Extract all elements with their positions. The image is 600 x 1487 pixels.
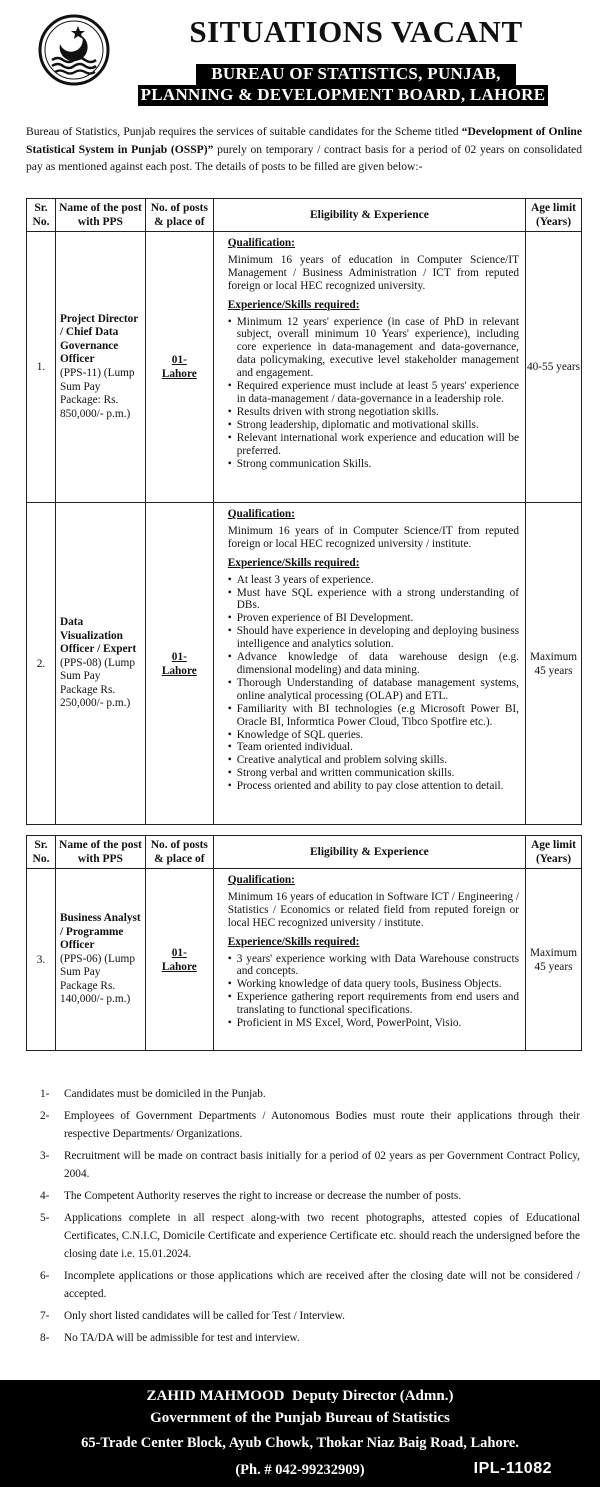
list-item: • Proficient in MS Excel, Word, PowerPoint, Visio.	[228, 1017, 519, 1030]
post-place: Lahore	[161, 368, 197, 380]
note-text: Candidates must be domiciled in the Punjab.	[64, 1088, 266, 1100]
post-title: Business Analyst / Programme Officer	[59, 911, 141, 952]
table-row	[27, 869, 582, 1051]
note-text: Only short listed candidates will be called for Test / Interview.	[64, 1310, 345, 1322]
list-item	[40, 1307, 580, 1325]
organization-line-1: BUREAU OF STATISTICS, PUNJAB,	[196, 64, 516, 85]
row-sr: 2.	[27, 503, 56, 825]
post-count	[145, 232, 213, 503]
skills-list	[228, 574, 519, 793]
list-item: • Strong verbal and written communication skills.	[228, 767, 519, 780]
list-item	[40, 1187, 580, 1205]
list-item: • Strong leadership, diplomatic and motivational skills.	[228, 419, 519, 432]
note-text: Employees of Government Departments / Autonomous Bodies must route their applications through their respective Departments/ Organizations.	[64, 1110, 580, 1140]
list-item	[40, 1209, 580, 1263]
note-text: No TA/DA will be admissible for test and interview.	[64, 1332, 300, 1344]
list-item	[40, 1085, 580, 1103]
list-item: • Should have experience in developing and deploying business intelligence and analytics solution.	[228, 625, 519, 651]
signatory-line	[0, 1388, 600, 1405]
signatory-name: ZAHID MAHMOOD	[146, 1388, 285, 1404]
qualification-heading: Qualification:	[227, 237, 295, 249]
list-item	[40, 1329, 580, 1347]
list-item: • Required experience must include at least 5 years' experience in data-management / data-governance in a leadership role.	[228, 380, 519, 406]
note-number: 8-	[40, 1332, 50, 1344]
post-place: Lahore	[161, 664, 197, 677]
row-sr: 1.	[27, 232, 56, 503]
qualification-heading: Qualification:	[227, 508, 295, 520]
header-eligibility: Eligibility & Experience	[213, 836, 525, 869]
publication-code: IPL-11082	[473, 1460, 552, 1477]
post-name	[55, 503, 145, 825]
organization-line-2: PLANNING & DEVELOPMENT BOARD, LAHORE	[138, 85, 548, 106]
table-row	[27, 503, 582, 825]
list-item: • Team oriented individual.	[228, 741, 519, 754]
note-number: 7-	[40, 1310, 50, 1322]
list-item: • Experience gathering report requirements from end users and translating to functional specifications.	[228, 991, 519, 1017]
experience-heading: Experience/Skills required:	[227, 556, 360, 569]
note-number: 1-	[40, 1088, 50, 1100]
row-sr: 3.	[27, 869, 56, 1051]
table-row	[27, 232, 582, 503]
list-item: • Must have SQL experience with a strong understanding of DBs.	[228, 587, 519, 613]
experience-heading: Experience/Skills required:	[227, 298, 360, 311]
page-title: SITUATIONS VACANT	[189, 14, 523, 49]
qualification-heading: Qualification:	[227, 874, 295, 886]
qualification-text: Minimum 16 years of in Computer Science/IT from reputed foreign or local HEC recognized university / institute.	[227, 524, 519, 550]
intro-text-end: purely on temporary / contract basis for a period of 02 years on consolidated pay as mentioned against each post. The details of posts to be filled are given below:-	[26, 142, 582, 173]
post-number: 01-	[171, 650, 187, 663]
post-title: Project Director / Chief Data Governance Officer	[59, 312, 139, 366]
signature-block	[0, 1380, 600, 1487]
post-name	[55, 869, 145, 1051]
post-pps: (PPS-08) (Lump Sum Pay Package Rs. 250,000/- p.m.)	[59, 656, 135, 710]
post-number: 01-	[171, 946, 187, 959]
age-limit: 40-55 years	[526, 232, 582, 503]
age-limit: Maximum 45 years	[526, 503, 582, 825]
terms-list	[40, 1085, 580, 1351]
list-item: • Strong communication Skills.	[228, 458, 519, 471]
scheme-title: “Development of Online Statistical System in Punjab (OSSP)”	[26, 125, 583, 156]
list-item: • 3 years' experience working with Data Warehouse constructs and concepts.	[228, 953, 519, 979]
intro-text: Bureau of Statistics, Punjab requires the services of suitable candidates for the Scheme titled	[26, 125, 462, 138]
note-number: 4-	[40, 1190, 50, 1202]
header-age: Age limit (Years)	[526, 836, 582, 869]
skills-list	[228, 316, 519, 471]
post-number: 01-	[171, 354, 187, 366]
list-item: • Results driven with strong negotiation skills.	[228, 406, 519, 419]
note-text: Incomplete applications or those applications which are received after the closing date will not be considered / accepted.	[64, 1270, 580, 1300]
list-item: • Thorough Understanding of database management systems, online analytical processing (OLAP) and ETL.	[228, 677, 519, 703]
list-item: • Familiarity with BI technologies (e.g Microsoft Power BI, Oracle BI, Informtica Power Cloud, Tibco Spotfire etc.).	[228, 703, 519, 729]
post-name	[55, 232, 145, 503]
skills-list	[228, 953, 519, 1030]
qualification-text: Minimum 16 years of education in Computer Science/IT Management / Business Administration / ICT from reputed foreign or local HEC recognized university.	[227, 253, 519, 292]
posts-table	[26, 198, 582, 825]
note-number: 3-	[40, 1150, 50, 1162]
list-item: • Proven experience of BI Development.	[228, 612, 519, 625]
header-sr: Sr. No.	[27, 199, 56, 232]
post-pps: (PPS-06) (Lump Sum Pay Package Rs. 140,000/- p.m.)	[59, 952, 135, 1006]
note-number: 2-	[40, 1110, 50, 1122]
list-item	[40, 1107, 580, 1143]
intro-paragraph	[26, 123, 582, 176]
post-place: Lahore	[161, 960, 197, 973]
note-text: Applications complete in all respect along-with two recent photographs, attested copies of Educational Certificates, C.N.I.C, Domicile Certificate and experience Certificate etc. should reach the undersigned before the closing date i.e. 15.01.2024.	[64, 1212, 580, 1260]
list-item: • Minimum 12 years' experience (in case of PhD in relevant subject, overall minimum 10 Years' experience), including core experience in data-management and data-governance, data policymaking, executive level stakeholder management and engagement.	[228, 316, 519, 381]
list-item	[40, 1147, 580, 1183]
post-pps: (PPS-11) (Lump Sum Pay Package: Rs. 850,000/- p.m.)	[59, 367, 135, 420]
list-item: • Relevant international work experience and education will be preferred.	[228, 432, 519, 458]
header-eligibility: Eligibility & Experience	[213, 199, 525, 232]
list-item: • Process oriented and ability to pay close attention to detail.	[228, 780, 519, 793]
header-posts: No. of posts & place of	[145, 836, 213, 869]
list-item: • Knowledge of SQL queries.	[228, 729, 519, 742]
note-number: 6-	[40, 1270, 50, 1282]
header-name: Name of the post with PPS	[55, 199, 145, 232]
experience-heading: Experience/Skills required:	[227, 935, 360, 948]
posts-table-continued	[26, 835, 582, 1051]
phone-number: (Ph. # 042-99232909)	[235, 1462, 365, 1478]
signatory-designation: Deputy Director (Admn.)	[291, 1388, 454, 1404]
table-header-row	[27, 836, 582, 869]
post-count	[145, 869, 213, 1051]
note-number: 5-	[40, 1212, 50, 1224]
header-name: Name of the post with PPS	[55, 836, 145, 869]
punjab-government-emblem-icon	[38, 14, 110, 86]
header-sr: Sr. No.	[27, 836, 56, 869]
address: 65-Trade Center Block, Ayub Chowk, Thokar Niaz Baig Road, Lahore.	[81, 1435, 519, 1451]
list-item: • At least 3 years of experience.	[228, 574, 519, 587]
eligibility-cell	[213, 869, 525, 1051]
post-count	[145, 503, 213, 825]
note-text: The Competent Authority reserves the right to increase or decrease the number of posts.	[64, 1190, 462, 1202]
post-title: Data Visualization Officer / Expert	[59, 615, 137, 656]
eligibility-cell	[213, 232, 525, 503]
organization-name: Government of the Punjab Bureau of Statistics	[150, 1410, 450, 1426]
table-header-row	[27, 199, 582, 232]
header-posts: No. of posts & place of	[145, 199, 213, 232]
list-item: • Advance knowledge of data warehouse design (e.g. dimensional modeling) and data mining.	[228, 651, 519, 677]
list-item	[40, 1267, 580, 1303]
qualification-text: Minimum 16 years of education in Software ICT / Engineering / Statistics / Economics or related field from reputed foreign or local HEC recognized university / institute.	[227, 890, 519, 929]
header-age: Age limit (Years)	[526, 199, 582, 232]
list-item: • Creative analytical and problem solving skills.	[228, 754, 519, 767]
list-item: • Working knowledge of data query tools, Business Objects.	[228, 978, 519, 991]
note-text: Recruitment will be made on contract basis initially for a period of 02 years as per Government Contract Policy, 2004.	[64, 1150, 580, 1180]
eligibility-cell	[213, 503, 525, 825]
age-limit: Maximum 45 years	[526, 869, 582, 1051]
